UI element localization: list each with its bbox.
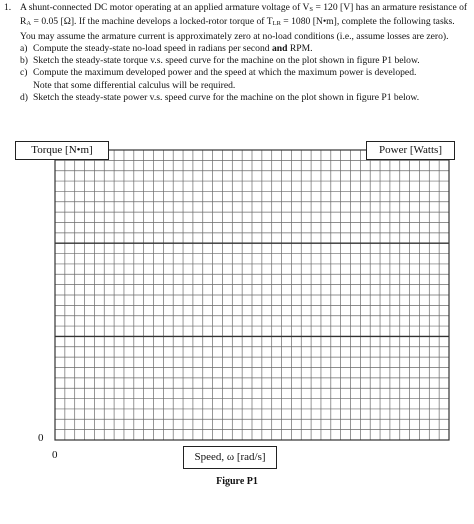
x-origin-tick: 0 — [52, 449, 58, 461]
task-c: c) Compute the maximum developed power and the speed at which the maximum power is developed. — [20, 67, 417, 79]
task-d: d) Sketch the steady-state power v.s. speed curve for the machine on the plot shown in figure P1 below. — [20, 92, 420, 104]
x-axis-label: Speed, ω [rad/s] — [183, 446, 277, 469]
task-a: a) Compute the steady-state no-load speed in radians per second and RPM. — [20, 42, 313, 54]
y-origin-tick: 0 — [38, 432, 44, 444]
figure-caption: Figure P1 — [216, 476, 258, 487]
task-b: b) Sketch the steady-state torque v.s. speed curve for the machine on the plot shown in figure P1 below. — [20, 55, 420, 67]
problem-intro: A shunt-connected DC motor operating at an applied armature voltage of VS = 120 [V] has an armature resistance of RA = 0.05 [Ω]. If the machine develops a locked-rotor torque of TLR = 1080 [N•m], complete the following tasks. You may assume the armature current is approximately zero at no-load conditions (i.e., assume losses are zero). — [20, 2, 468, 42]
task-c-note: Note that some differential calculus will be required. — [33, 79, 236, 91]
y2-axis-label: Power [Watts] — [366, 141, 455, 160]
y-axis-label: Torque [N•m] — [15, 141, 109, 160]
problem-number: 1. — [4, 2, 12, 13]
